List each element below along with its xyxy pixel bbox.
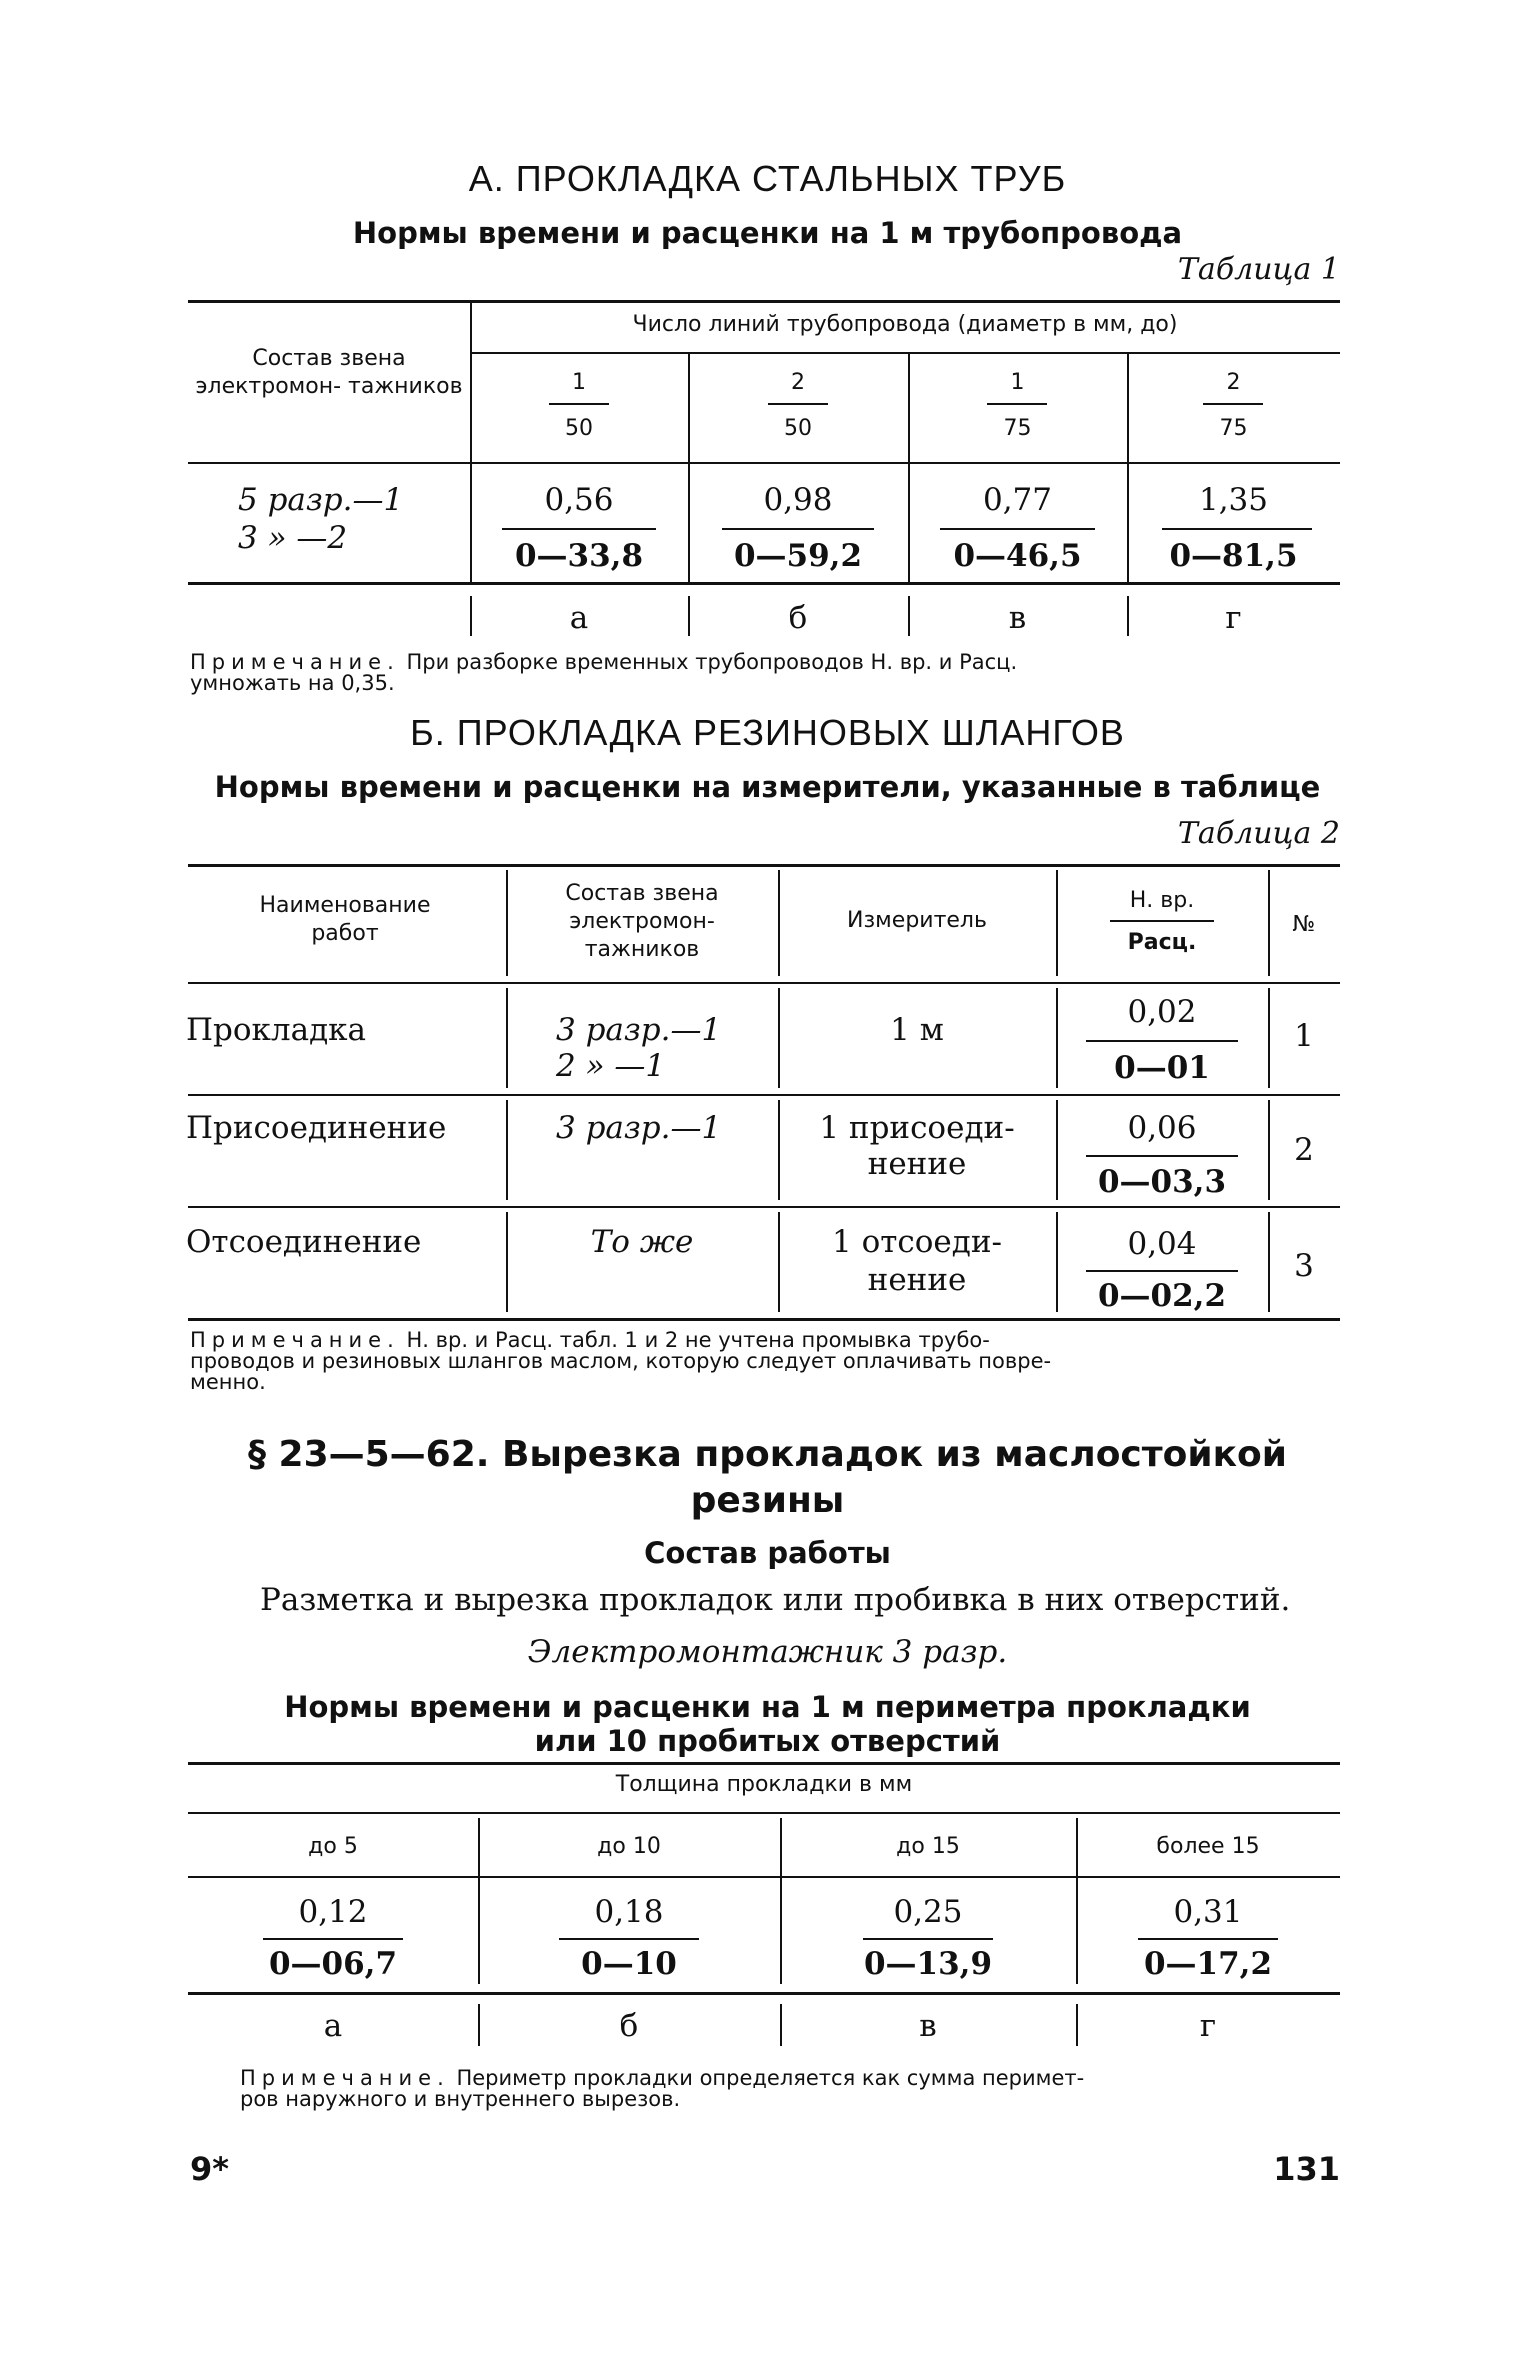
table-2-work: Присоединение bbox=[186, 1110, 447, 1146]
table-3-column-letter: в bbox=[919, 2008, 937, 2044]
table-2-header-num: № bbox=[1292, 912, 1316, 937]
note-label: Примечание. bbox=[240, 2066, 450, 2090]
table-2-num: 1 bbox=[1294, 1018, 1314, 1054]
table-2-unit: 1 отсоеди- bbox=[832, 1224, 1002, 1260]
table-2-time: 0,04 bbox=[1127, 1226, 1197, 1262]
table-3-time: 0,25 bbox=[893, 1894, 963, 1930]
table-2-rate: 0—02,2 bbox=[1097, 1278, 1227, 1314]
table-1-crew-line: 3 » —2 bbox=[238, 520, 348, 556]
table-3-rate: 0—06,7 bbox=[268, 1946, 398, 1982]
table-1-column-letter: в bbox=[1008, 600, 1027, 636]
table-2-crew: 2 » —1 bbox=[556, 1048, 666, 1084]
note-label: Примечание. bbox=[190, 1328, 400, 1352]
signature-mark: 9* bbox=[190, 2150, 229, 2188]
table-1-note bbox=[190, 652, 1340, 694]
table-2-rate: 0—01 bbox=[1114, 1050, 1210, 1086]
table-1-crew-header: Состав звена электромон- тажников bbox=[195, 346, 463, 399]
table-1-rate: 0—46,5 bbox=[953, 538, 1082, 574]
table-3-rate: 0—10 bbox=[581, 1946, 677, 1982]
composition-text: Разметка и вырезка прокладок или пробивка в них отверстий. bbox=[260, 1582, 1291, 1618]
table-2-header-crew: Состав звена электромон- тажников bbox=[565, 881, 719, 962]
table-2-crew: 3 разр.—1 bbox=[556, 1012, 722, 1048]
table-2-time: 0,06 bbox=[1127, 1110, 1197, 1146]
table-3-title bbox=[0, 1690, 1535, 1758]
table-1-column-letter: б bbox=[788, 600, 808, 636]
table-2-header-work: Наименование работ bbox=[259, 893, 431, 946]
table-2-unit: нение bbox=[867, 1146, 967, 1182]
section-b-heading: Б. ПРОКЛАДКА РЕЗИНОВЫХ ШЛАНГОВ bbox=[410, 712, 1125, 753]
table-1-col-num: 2 bbox=[791, 370, 805, 395]
table-2-note bbox=[190, 1330, 1340, 1393]
note-text: проводов и резиновых шлангов маслом, которую следует оплачивать повре- bbox=[190, 1349, 1052, 1373]
table-1-label: Таблица 1 bbox=[1177, 252, 1340, 287]
table-1-col-den: 50 bbox=[565, 416, 593, 441]
table-3-rate: 0—17,2 bbox=[1143, 1946, 1273, 1982]
table-3-col-header: до 5 bbox=[308, 1834, 358, 1859]
table-2-header-unit: Измеритель bbox=[847, 908, 987, 933]
table-1-rate: 0—59,2 bbox=[733, 538, 863, 574]
table-1-rate: 0—81,5 bbox=[1169, 538, 1298, 574]
table-2-unit: 1 присоеди- bbox=[819, 1110, 1015, 1146]
table-2-num: 3 bbox=[1294, 1248, 1314, 1284]
table-3-title-line: или 10 пробитых отверстий bbox=[534, 1724, 1001, 1758]
table-3-column-letter: а bbox=[323, 2008, 343, 2044]
table-2-header-time: Н. вр. bbox=[1129, 888, 1195, 913]
table-3-column-letter: б bbox=[619, 2008, 639, 2044]
section-c-heading-line: резины bbox=[690, 1480, 845, 1521]
page-number: 131 bbox=[1273, 2150, 1340, 2188]
table-1-rate: 0—33,8 bbox=[514, 538, 644, 574]
table-2-header-rate: Расц. bbox=[1127, 930, 1197, 955]
table-1-time: 0,98 bbox=[763, 482, 833, 518]
note-label: Примечание. bbox=[190, 650, 400, 674]
table-2-unit: 1 м bbox=[890, 1012, 944, 1048]
table-3-time: 0,18 bbox=[594, 1894, 664, 1930]
section-c-heading-line: § 23—5—62. Вырезка прокладок из маслостойкой bbox=[248, 1434, 1287, 1475]
table-2-unit: нение bbox=[867, 1262, 967, 1298]
table-1-col-num: 2 bbox=[1226, 370, 1241, 395]
composition-title: Состав работы bbox=[644, 1536, 891, 1570]
table-2-work: Прокладка bbox=[186, 1012, 367, 1048]
note-text: При разборке временных трубопроводов Н. вр. и Расц. bbox=[406, 650, 1018, 674]
table-1-col-num: 1 bbox=[1010, 370, 1025, 395]
table-1-col-den: 75 bbox=[1003, 416, 1032, 441]
table-3-note bbox=[240, 2068, 1340, 2110]
table-3-col-header: более 15 bbox=[1156, 1834, 1260, 1859]
table-2-work: Отсоединение bbox=[186, 1224, 422, 1260]
table-3-col-header: до 10 bbox=[597, 1834, 661, 1859]
table-3-time: 0,12 bbox=[298, 1894, 368, 1930]
table-2-label: Таблица 2 bbox=[1177, 816, 1340, 851]
table-3-col-header: до 15 bbox=[896, 1834, 960, 1859]
worker-grade: Электромонтажник 3 разр. bbox=[527, 1634, 1008, 1670]
section-c-heading bbox=[0, 1432, 1535, 1524]
table-1-col-den: 75 bbox=[1219, 416, 1248, 441]
section-b-subheading: Нормы времени и расценки на измерители, указанные в таблице bbox=[214, 770, 1321, 804]
section-a-subheading: Нормы времени и расценки на 1 м трубопровода bbox=[352, 216, 1183, 250]
note-text: Н. вр. и Расц. табл. 1 и 2 не учтена промывка трубо- bbox=[406, 1328, 990, 1352]
table-1-col-num: 1 bbox=[572, 370, 586, 395]
section-a-heading: А. ПРОКЛАДКА СТАЛЬНЫХ ТРУБ bbox=[468, 158, 1067, 199]
table-2-num: 2 bbox=[1294, 1132, 1314, 1168]
table-1-col-den: 50 bbox=[784, 416, 812, 441]
table-1-group-header: Число линий трубопровода (диаметр в мм, до) bbox=[632, 312, 1178, 337]
table-1-column-letter: а bbox=[569, 600, 589, 636]
table-3-group-header: Толщина прокладки в мм bbox=[615, 1772, 913, 1797]
table-3-rate: 0—13,9 bbox=[863, 1946, 993, 1982]
table-1-crew-line: 5 разр.—1 bbox=[238, 482, 404, 518]
table-1-time: 0,77 bbox=[982, 482, 1053, 518]
table-2-crew: 3 разр.—1 bbox=[556, 1110, 722, 1146]
table-1-column-letter: г bbox=[1225, 600, 1242, 636]
table-2-rate: 0—03,3 bbox=[1097, 1164, 1227, 1200]
note-text: ров наружного и внутреннего вырезов. bbox=[240, 2087, 681, 2111]
table-1-time: 1,35 bbox=[1198, 482, 1269, 518]
table-3-title-line: Нормы времени и расценки на 1 м периметра прокладки bbox=[284, 1690, 1251, 1724]
note-text: менно. bbox=[190, 1370, 266, 1394]
table-3-time: 0,31 bbox=[1173, 1894, 1243, 1930]
table-2-time: 0,02 bbox=[1127, 994, 1197, 1030]
note-text: умножать на 0,35. bbox=[190, 671, 395, 695]
table-3-column-letter: г bbox=[1199, 2008, 1217, 2044]
table-1-time: 0,56 bbox=[544, 482, 614, 518]
table-2-crew: То же bbox=[590, 1224, 694, 1260]
note-text: Периметр прокладки определяется как сумма перимет- bbox=[456, 2066, 1085, 2090]
